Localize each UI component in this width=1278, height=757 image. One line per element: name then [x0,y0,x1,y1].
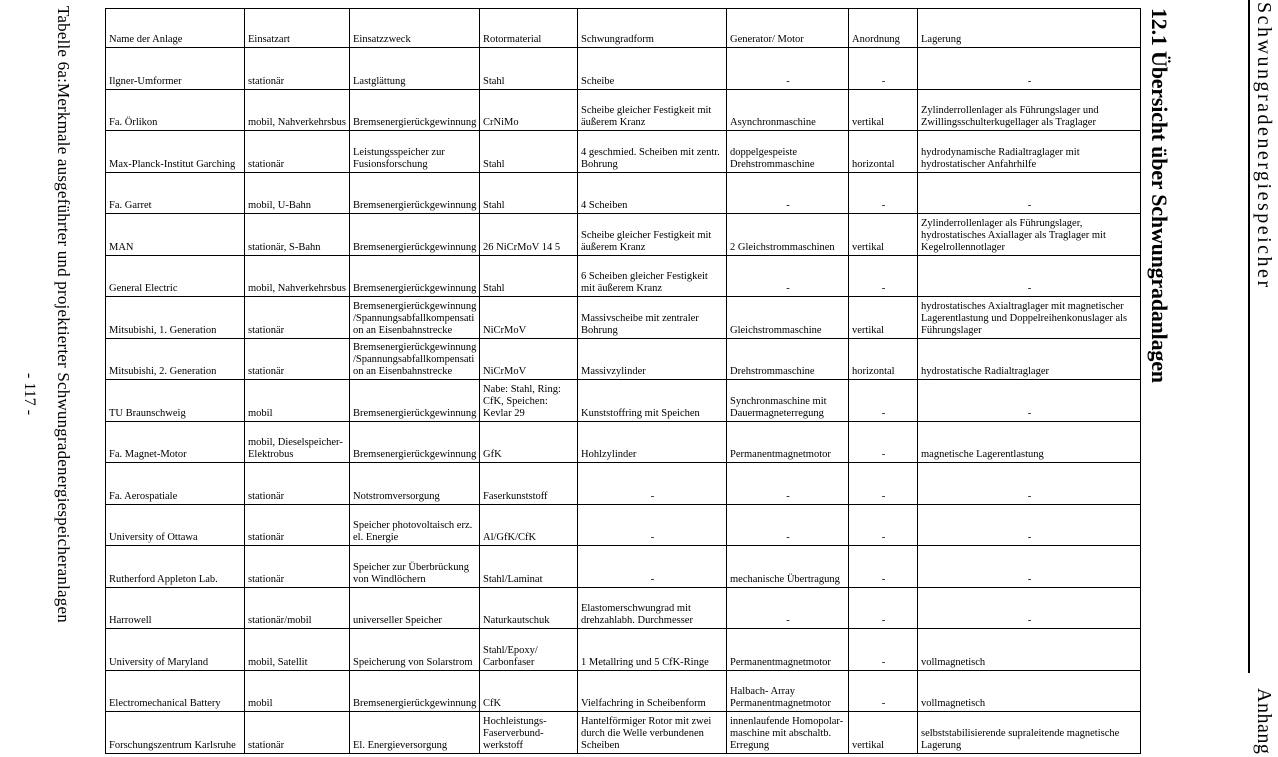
table-cell: - [727,172,849,214]
table-cell: MAN [106,214,245,256]
table-cell: stationär [245,131,350,173]
table-cell: - [918,255,1141,297]
table-cell: stationär [245,463,350,505]
table-cell: hydrodynamische Radialtraglager mit hydrostatischer Anfahrhilfe [918,131,1141,173]
table-cell: - [918,546,1141,588]
table-cell: - [578,463,727,505]
table-cell: Fa. Örlikon [106,89,245,131]
table-cell: NiCrMoV [480,297,578,339]
table-cell: Bremsenergierückgewinnung/Spannungsabfallkompensation an Eisenbahnstrecke [350,338,480,380]
table-cell: 2 Gleichstrommaschinen [727,214,849,256]
table-cell: universeller Speicher [350,587,480,629]
table-cell: Synchronmaschine mit Dauermagneterregung [727,380,849,422]
table-row [106,629,1141,671]
table-cell: stationär [245,297,350,339]
table-cell: hydrostatische Radialtraglager [918,338,1141,380]
table-row [106,48,1141,90]
table-row [106,89,1141,131]
table-row [106,670,1141,712]
table-cell: General Electric [106,255,245,297]
table-cell: mechanische Übertragung [727,546,849,588]
table-cell: Stahl/Epoxy/ Carbonfaser [480,629,578,671]
table-cell: CrNiMo [480,89,578,131]
table-row [106,172,1141,214]
table-cell: stationär [245,48,350,90]
table-cell: selbststabilisierende supraleitende magnetische Lagerung [918,712,1141,754]
table-cell: stationär [245,504,350,546]
column-header: Generator/ Motor [727,9,849,48]
table-cell: Stahl [480,48,578,90]
table-cell: University of Maryland [106,629,245,671]
table-cell: TU Braunschweig [106,380,245,422]
table-cell: Bremsenergierückgewinnung [350,214,480,256]
table-cell: Speicherung von Solarstrom [350,629,480,671]
table-row [106,546,1141,588]
table-row [106,504,1141,546]
table-cell: Stahl [480,255,578,297]
table-cell: Massivscheibe mit zentraler Bohrung [578,297,727,339]
table-cell: Bremsenergierückgewinnung [350,421,480,463]
table-cell: stationär, S-Bahn [245,214,350,256]
table-cell: innenlaufende Homopolar- maschine mit abschaltb. Erregung [727,712,849,754]
table-cell: NiCrMoV [480,338,578,380]
table-cell: vertikal [849,297,918,339]
table-cell: - [849,255,918,297]
table-cell: Elastomerschwungrad mit drehzahlabh. Durchmesser [578,587,727,629]
table-cell: Gleichstrommaschine [727,297,849,339]
table-cell: mobil, Nahverkehrsbus [245,255,350,297]
table-cell: Harrowell [106,587,245,629]
table-cell: Hochleistungs- Faserverbund- werkstoff [480,712,578,754]
table-cell: - [849,172,918,214]
table-cell: Fa. Aerospatiale [106,463,245,505]
table-cell: - [727,48,849,90]
table-cell: mobil [245,670,350,712]
table-cell: - [727,587,849,629]
section-title: 12.1 Übersicht über Schwungradanlagen [1147,8,1172,383]
table-cell: Zylinderrollenlager als Führungslager und Zwillingsschulterkugellager als Traglager [918,89,1141,131]
table-cell: Speicher zur Überbrückung von Windlöchern [350,546,480,588]
table-body [106,48,1141,754]
table-cell: - [849,546,918,588]
table-row [106,214,1141,256]
table-cell: Bremsenergierückgewinnung [350,89,480,131]
table-cell: Stahl [480,131,578,173]
table-cell: Bremsenergierückgewinnung/Spannungsabfallkompensation an Eisenbahnstrecke [350,297,480,339]
table-row [106,338,1141,380]
table-cell: Leistungsspeicher zur Fusionsforschung [350,131,480,173]
table-cell: Scheibe [578,48,727,90]
table-cell: Zylinderrollenlager als Führungslager, hydrostatisches Axiallager als Traglager mit Kegelrollennotlager [918,214,1141,256]
table-cell: 1 Metallring und 5 CfK-Ringe [578,629,727,671]
table-cell: vertikal [849,89,918,131]
column-header: Einsatzzweck [350,9,480,48]
table-cell: - [727,504,849,546]
table-cell: Scheibe gleicher Festigkeit mit äußerem Kranz [578,89,727,131]
table-cell: GfK [480,421,578,463]
column-header: Einsatzart [245,9,350,48]
table-cell: horizontal [849,131,918,173]
table-cell: Hohlzylinder [578,421,727,463]
table-row [106,380,1141,422]
table-cell: vertikal [849,712,918,754]
table-cell: - [849,48,918,90]
table-cell: Hantelförmiger Rotor mit zwei durch die Welle verbundenen Scheiben [578,712,727,754]
running-header-anhang: Anhang [1253,688,1275,755]
table-cell: - [849,421,918,463]
table-cell: - [727,463,849,505]
table-cell: CfK [480,670,578,712]
table-cell: Stahl/Laminat [480,546,578,588]
table-cell: vertikal [849,214,918,256]
column-header: Anordnung [849,9,918,48]
table-cell: - [918,504,1141,546]
table-cell: Ilgner-Umformer [106,48,245,90]
table-cell: Fa. Magnet-Motor [106,421,245,463]
table-cell: Fa. Garret [106,172,245,214]
table-cell: Drehstrommaschine [727,338,849,380]
table-cell: Stahl [480,172,578,214]
table-cell: Naturkautschuk [480,587,578,629]
table-cell: hydrostatisches Axialtraglager mit magnetischer Lagerentlastung und Doppelreihenkonuslager als Führungslager [918,297,1141,339]
table-cell: vollmagnetisch [918,629,1141,671]
table-cell: Mitsubishi, 2. Generation [106,338,245,380]
table-cell: 26 NiCrMoV 14 5 [480,214,578,256]
table-cell: - [918,587,1141,629]
table-row [106,255,1141,297]
column-header: Name der Anlage [106,9,245,48]
table-cell: - [849,670,918,712]
table-cell: Forschungszentrum Karlsruhe [106,712,245,754]
table-row [106,463,1141,505]
table-cell: Asynchronmaschine [727,89,849,131]
table-cell: 4 Scheiben [578,172,727,214]
table-cell: - [727,255,849,297]
table-cell: - [918,463,1141,505]
table-cell: Bremsenergierückgewinnung [350,172,480,214]
table-cell: Permanentmagnetmotor [727,629,849,671]
running-header: Schwungradenergiespeicher [1253,2,1275,290]
table-cell: doppelgespeiste Drehstrommaschine [727,131,849,173]
table-cell: Permanentmagnetmotor [727,421,849,463]
table-cell: Rutherford Appleton Lab. [106,546,245,588]
column-header: Rotormaterial [480,9,578,48]
table-cell: 4 geschmied. Scheiben mit zentr. Bohrung [578,131,727,173]
table-cell: Bremsenergierückgewinnung [350,380,480,422]
table-cell: Speicher photovoltaisch erz. el. Energie [350,504,480,546]
table-caption: Tabelle 6a:Merkmale ausgeführter und projektierter Schwungradenergiespeicheranlagen [54,6,73,623]
table-cell: stationär [245,546,350,588]
table-cell: - [849,629,918,671]
table-cell: University of Ottawa [106,504,245,546]
table-cell: - [918,380,1141,422]
table-header-row [106,9,1141,48]
table-cell: Vielfachring in Scheibenform [578,670,727,712]
table-cell: mobil, Nahverkehrsbus [245,89,350,131]
table-cell: Notstromversorgung [350,463,480,505]
table-cell: stationär/mobil [245,587,350,629]
table-row [106,421,1141,463]
table-cell: magnetische Lagerentlastung [918,421,1141,463]
column-header: Schwungradform [578,9,727,48]
header-rule [1248,0,1250,673]
table-cell: Mitsubishi, 1. Generation [106,297,245,339]
table-cell: Lastglättung [350,48,480,90]
table-cell: Halbach- Array Permanentmagnetmotor [727,670,849,712]
table-cell: Max-Planck-Institut Garching [106,131,245,173]
table-cell: mobil, U-Bahn [245,172,350,214]
table-cell: stationär [245,712,350,754]
table-cell: - [918,172,1141,214]
table-cell: 6 Scheiben gleicher Festigkeit mit äußerem Kranz [578,255,727,297]
table-row [106,9,1141,48]
table-cell: Bremsenergierückgewinnung [350,670,480,712]
table-cell: - [849,463,918,505]
table-cell: Kunststoffring mit Speichen [578,380,727,422]
table-cell: stationär [245,338,350,380]
table-cell: mobil [245,380,350,422]
table-row [106,297,1141,339]
table-cell: mobil, Satellit [245,629,350,671]
table-cell: - [849,587,918,629]
table-cell: Nabe: Stahl, Ring: CfK, Speichen: Kevlar 29 [480,380,578,422]
table-cell: - [849,380,918,422]
table-cell: Scheibe gleicher Festigkeit mit äußerem Kranz [578,214,727,256]
page-number: - 117 - [21,373,38,416]
table-cell: horizontal [849,338,918,380]
table-cell: Bremsenergierückgewinnung [350,255,480,297]
table-row [106,712,1141,754]
column-header: Lagerung [918,9,1141,48]
table-cell: Faserkunststoff [480,463,578,505]
table-cell: El. Energieversorgung [350,712,480,754]
table-row [106,587,1141,629]
table-cell: Electromechanical Battery [106,670,245,712]
table-row [106,131,1141,173]
table-cell: - [578,504,727,546]
table-cell: Massivzylinder [578,338,727,380]
table-cell: vollmagnetisch [918,670,1141,712]
flywheel-table [105,8,1141,754]
table-cell: - [578,546,727,588]
table-cell: Al/GfK/CfK [480,504,578,546]
table-cell: - [849,504,918,546]
table-cell: - [918,48,1141,90]
table-cell: mobil, Dieselspeicher-Elektrobus [245,421,350,463]
